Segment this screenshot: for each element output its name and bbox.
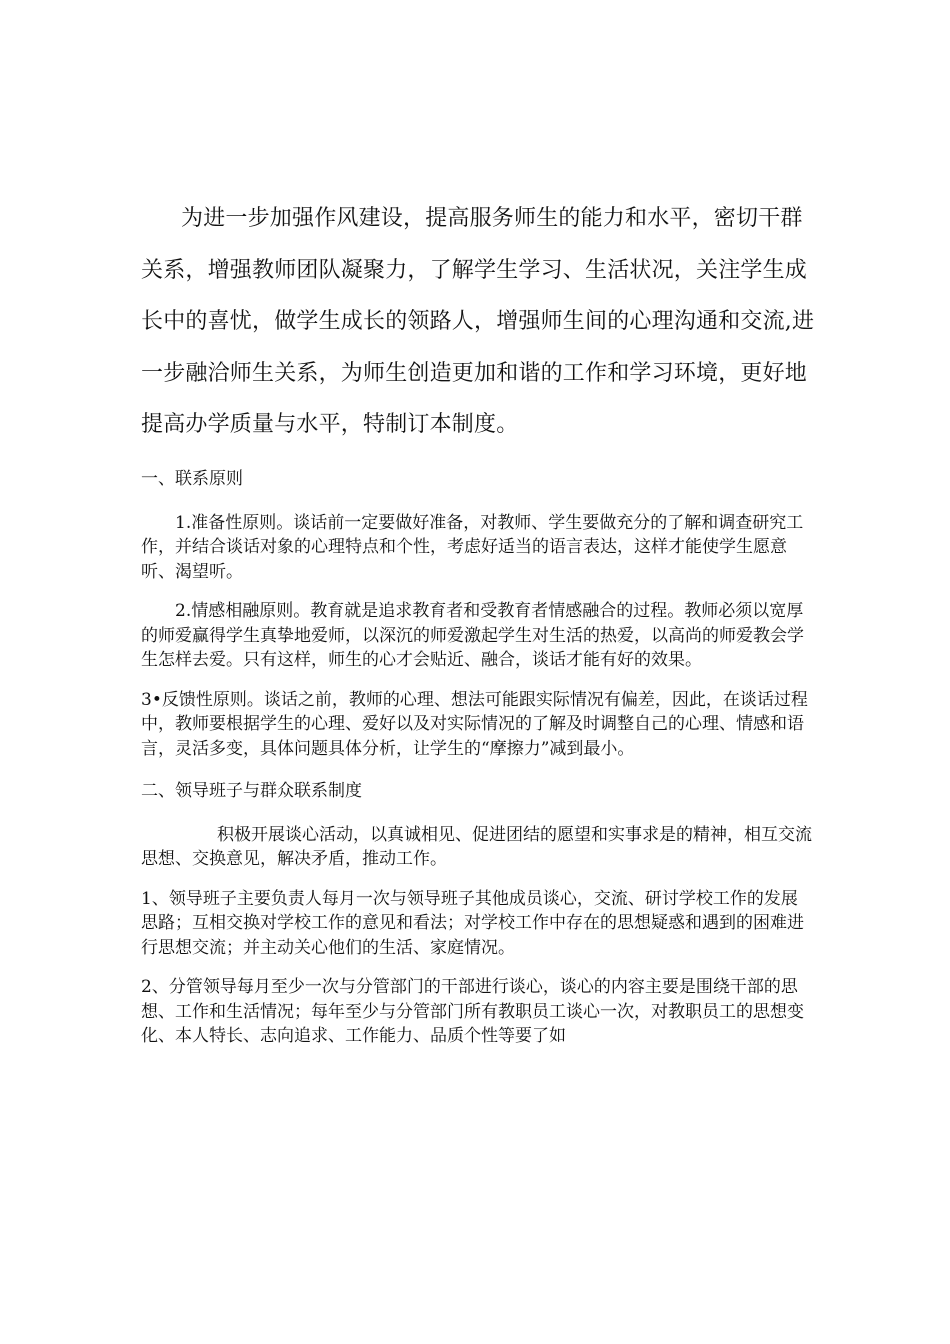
principle-2-paragraph: 2.情感相融原则。教育就是追求教育者和受教育者情感融合的过程。教师必须以宽厚的师爱赢得学生真挚地爱师，以深沉的师爱激起学生对生活的热爱，以高尚的师爱教会学生怎样去爱。只有这样，师生的心才会贴近、融合，谈话才能有好的效果。 [141,601,804,670]
section-2-intro-paragraph: 积极开展谈心活动，以真诚相见、促进团结的愿望和实事求是的精神，相互交流思想、交换意见，解决矛盾，推动工作。 [141,824,812,869]
body-section [141,467,813,1049]
principle-1-paragraph: 1.准备性原则。谈话前一定要做好准备，对教师、学生要做充分的了解和调查研究工作，并结合谈话对象的心理特点和个性，考虑好适当的语言表达，这样才能使学生愿意听、渴望听。 [141,512,804,582]
section-1-heading: 一、联系原则 [141,469,243,489]
intro-section [141,193,816,451]
leadership-item-2-paragraph: 2、分管领导每月至少一次与分管部门的干部进行谈心，谈心的内容主要是围绕干部的思想、工作和生活情况；每年至少与分管部门所有教职员工谈心一次，对教职员工的思想变化、本人特长、志向追求、工作能力、品质个性等要了如 [141,977,804,1046]
principle-3-paragraph: 3•反馈性原则。谈话之前，教师的心理、想法可能跟实际情况有偏差，因此，在谈话过程中，教师要根据学生的心理、爱好以及对实际情况的了解及时调整自己的心理、情感和语言，灵活多变，具体问题具体分析，让学生的“摩擦力”减到最小。 [141,689,808,759]
leadership-item-1-paragraph: 1、领导班子主要负责人每月一次与领导班子其他成员谈心，交流、研讨学校工作的发展思路；互相交换对学校工作的意见和看法；对学校工作中存在的思想疑惑和遇到的困难进行思想交流；并主动关心他们的生活、家庭情况。 [141,888,804,958]
intro-paragraph: 为进一步加强作风建设，提高服务师生的能力和水平，密切干群关系，增强教师团队凝聚力，了解学生学习、生活状况，关注学生成长中的喜忧，做学生成长的领路人，增强师生间的心理沟通和交流,进一步融洽师生关系，为师生创造更加和谐的工作和学习环境，更好地提高办学质量与水平，特制订本制度。 [141,206,815,437]
section-2-heading: 二、领导班子与群众联系制度 [141,781,362,801]
